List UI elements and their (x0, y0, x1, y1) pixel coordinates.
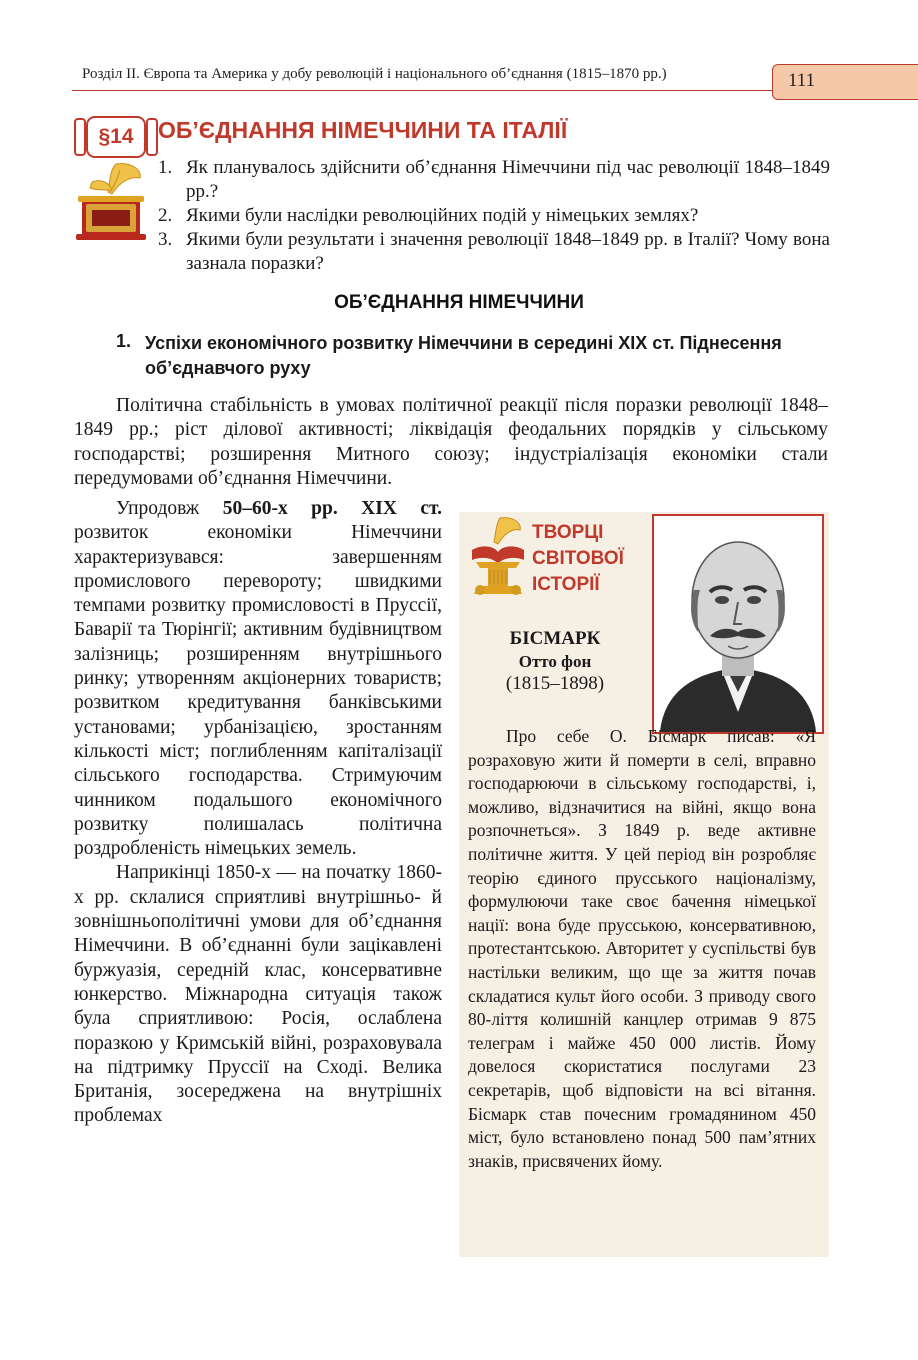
header-rule (72, 90, 772, 91)
badge-left-bracket (74, 118, 86, 156)
point-title: Успіхи економічного розвитку Німеччини в середині ХІХ ст. Піднесення об’єднавчого руху (145, 333, 782, 378)
question-text: Як планувалось здійснити об’єднання Німеччини під час революції 1848–1849 рр.? (186, 157, 830, 202)
quill-book-icon (466, 516, 530, 600)
paragraph-2 (74, 497, 442, 861)
review-questions (158, 156, 830, 276)
sidebar-paragraph: Про себе О. Бісмарк писав: «Я розраховую жити й померти в селі, вправно господарюючи в сільському господарстві, і, можливо, відзначитися на війні, якщо вона розпочнеться». З 1849 р. веде активне політичне життя. У цей період він розробляє теорію єдиного прусського націоналізму, формулюючи таке своє бачення німецької нації: вона буде прусською, консервативною, протестантською. Авторитет у суспільстві був настільки великим, що ще за життя почав складатися культ його особи. З приводу свого 80-ліття колишній канцлер отримав 9 875 телеграм і майже 450 000 листів. Йому довелося скористатися послугами 23 секретарів, щоб відповісти на всі вітання. Бісмарк став почесним громадянином 450 міст, було встановлено понад 500 пам’ятних знаків, присвячених йому. (468, 726, 816, 1171)
bio-dates: (1815–1898) (505, 673, 605, 694)
paragraph-2-rest: розвиток економіки Німеччини характеризувався: завершенням промислового перевороту; швидкими темпами розвитку промисловості в Пруссії, Баварії та Тюрінгії; активним будівництвом залізниць; розширенням внутрішнього ринку; утворенням акціонерних товариств; розвитком кредитування банківськими установами; урбанізацією, зростанням кількості міст; поглибленням капіталізації сільського господарства. Стримуючим чинником подальшого економічного розвитку полишалась політична роздробленість німецьких земель. (74, 522, 442, 860)
question-number: 1. (158, 157, 173, 178)
section-title: ОБ’ЄДНАННЯ НІМЕЧЧИНИ ТА ІТАЛІЇ (158, 117, 568, 143)
point-number: 1. (116, 331, 132, 351)
bio-name: БІСМАРК (509, 628, 601, 649)
question-item (158, 156, 830, 204)
quill-inkwell-icon (72, 160, 148, 244)
bio-given-name: Отто фон (518, 652, 592, 671)
paragraph-1: Політична стабільність в умовах політичної реакції після поразки революції 1848–1849 рр.; ріст ділової активності; ліквідація феодальних порядків у сільському господарстві; розширення Митного союзу; індустріалізація економіки стали передумовами об’єднання Німеччини. (74, 395, 828, 489)
question-text: Якими були результати і значення революції 1848–1849 рр. в Італії? Чому вона зазнала поразки? (186, 229, 830, 274)
question-item (158, 204, 830, 228)
question-text: Якими були наслідки революційних подій у німецьких землях? (186, 205, 699, 226)
subheading: ОБ’ЄДНАННЯ НІМЕЧЧИНИ (334, 292, 584, 313)
question-number: 2. (158, 205, 173, 226)
paragraph-2-bold: 50–60-х рр. ХІХ ст. (222, 498, 442, 519)
running-header: Розділ ІІ. Європа та Америка у добу революцій і національного об’єднання (1815–1870 рр.) (82, 66, 667, 82)
sidebar-text (468, 725, 816, 1173)
paragraph-3: Наприкінці 1850-х — на початку 1860-х рр. склалися сприятливі внутрішньо- й зовнішньополітичні умови для об’єднання Німеччини. В об’єднанні були зацікавлені буржуазія, середній клас, консервативне юнкерство. Міжнародна ситуація також була сприятливою: Росія, ослаблена поразкою у Кримській війні, розраховувала на підтримку Пруссії на Сході. Велика Британія, зосереджена на внутрішніх проблемах (74, 862, 442, 1127)
sidebar-label: ТВОРЦІ СВІТОВОЇ ІСТОРІЇ (532, 522, 624, 595)
question-item (158, 228, 830, 276)
question-number: 3. (158, 229, 173, 250)
portrait-bismarck (654, 516, 822, 732)
badge-right-bracket (146, 118, 158, 156)
left-column (74, 497, 442, 1129)
section-badge: §14 (86, 116, 146, 158)
portrait-frame (652, 514, 824, 734)
page-number: 111 (788, 70, 816, 91)
paragraph-2-lead: Упродовж (116, 498, 223, 519)
